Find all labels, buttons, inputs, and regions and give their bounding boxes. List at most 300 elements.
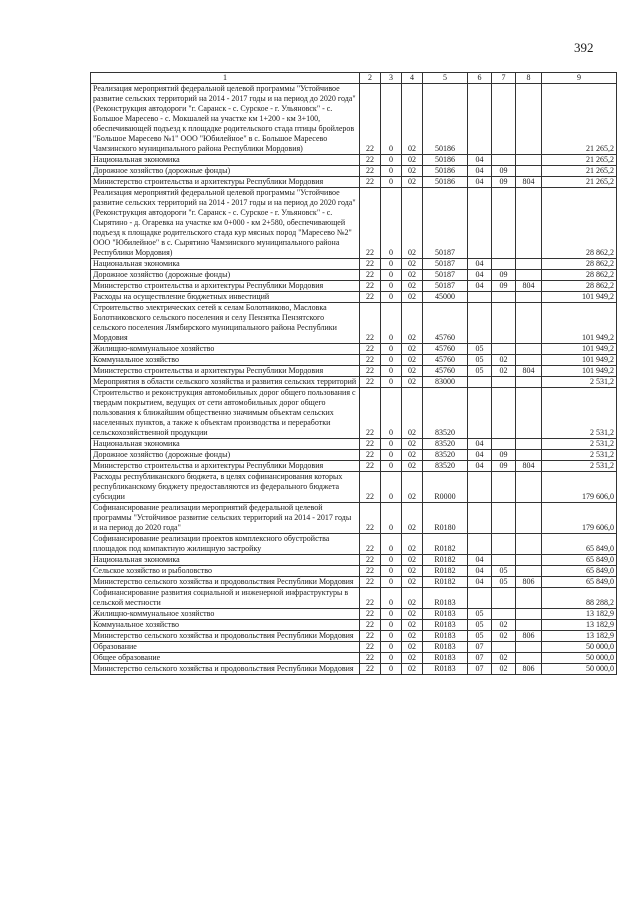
code-4-cell: 02	[402, 188, 423, 259]
row-name-cell: Коммунальное хозяйство	[91, 355, 360, 366]
section-code-cell	[468, 472, 492, 503]
department-code-cell	[516, 620, 542, 631]
code-5-cell: R0180	[423, 503, 468, 534]
code-3-cell: 0	[381, 609, 402, 620]
column-header-3: 3	[381, 73, 402, 84]
amount-cell: 179 606,0	[542, 472, 617, 503]
code-2-cell: 22	[360, 609, 381, 620]
subsection-code-cell	[492, 259, 516, 270]
section-code-cell: 04	[468, 259, 492, 270]
code-4-cell: 02	[402, 84, 423, 155]
subsection-code-cell	[492, 588, 516, 609]
subsection-code-cell	[492, 642, 516, 653]
row-name-cell: Жилищно-коммунальное хозяйство	[91, 609, 360, 620]
table-row	[91, 472, 617, 503]
code-2-cell: 22	[360, 566, 381, 577]
code-5-cell: 83520	[423, 388, 468, 439]
table-row	[91, 388, 617, 439]
code-3-cell: 0	[381, 566, 402, 577]
code-3-cell: 0	[381, 303, 402, 344]
section-code-cell	[468, 503, 492, 534]
code-5-cell: 83520	[423, 439, 468, 450]
table-row	[91, 344, 617, 355]
code-3-cell: 0	[381, 439, 402, 450]
page-number: 392	[574, 40, 594, 55]
amount-cell: 65 849,0	[542, 534, 617, 555]
table-row	[91, 84, 617, 155]
department-code-cell	[516, 472, 542, 503]
row-name-cell: Софинансирование развития социальной и инженерной инфраструктуры в сельской местности	[91, 588, 360, 609]
row-name-cell: Софинансирование реализации проектов комплексного обустройства площадок под компактную жилищную застройку	[91, 534, 360, 555]
code-4-cell: 02	[402, 472, 423, 503]
section-code-cell: 07	[468, 664, 492, 675]
code-3-cell: 0	[381, 355, 402, 366]
subsection-code-cell	[492, 555, 516, 566]
row-name-cell: Коммунальное хозяйство	[91, 620, 360, 631]
code-2-cell: 22	[360, 472, 381, 503]
table-row	[91, 188, 617, 259]
code-3-cell: 0	[381, 620, 402, 631]
department-code-cell	[516, 155, 542, 166]
row-name-cell: Сельское хозяйство и рыболовство	[91, 566, 360, 577]
code-4-cell: 02	[402, 577, 423, 588]
code-4-cell: 02	[402, 450, 423, 461]
code-2-cell: 22	[360, 259, 381, 270]
code-5-cell: R0183	[423, 620, 468, 631]
code-3-cell: 0	[381, 188, 402, 259]
code-5-cell: 45000	[423, 292, 468, 303]
code-5-cell: R0182	[423, 577, 468, 588]
row-name-cell: Министерство сельского хозяйства и продовольствия Республики Мордовия	[91, 664, 360, 675]
code-3-cell: 0	[381, 664, 402, 675]
code-3-cell: 0	[381, 555, 402, 566]
column-header-2: 2	[360, 73, 381, 84]
amount-cell: 50 000,0	[542, 653, 617, 664]
code-5-cell: R0183	[423, 631, 468, 642]
table-row	[91, 292, 617, 303]
row-name-cell: Национальная экономика	[91, 555, 360, 566]
code-5-cell: 83000	[423, 377, 468, 388]
amount-cell: 21 265,2	[542, 166, 617, 177]
section-code-cell	[468, 534, 492, 555]
code-5-cell: 50187	[423, 270, 468, 281]
table-row	[91, 653, 617, 664]
code-5-cell: R0182	[423, 534, 468, 555]
code-2-cell: 22	[360, 155, 381, 166]
code-2-cell: 22	[360, 377, 381, 388]
code-4-cell: 02	[402, 166, 423, 177]
code-2-cell: 22	[360, 439, 381, 450]
department-code-cell	[516, 555, 542, 566]
amount-cell: 65 849,0	[542, 566, 617, 577]
code-2-cell: 22	[360, 388, 381, 439]
amount-cell: 101 949,2	[542, 366, 617, 377]
code-5-cell: 50187	[423, 281, 468, 292]
section-code-cell: 07	[468, 653, 492, 664]
department-code-cell	[516, 388, 542, 439]
code-2-cell: 22	[360, 450, 381, 461]
code-3-cell: 0	[381, 344, 402, 355]
code-3-cell: 0	[381, 503, 402, 534]
subsection-code-cell: 09	[492, 270, 516, 281]
code-3-cell: 0	[381, 388, 402, 439]
subsection-code-cell	[492, 377, 516, 388]
table-row	[91, 609, 617, 620]
row-name-cell: Национальная экономика	[91, 259, 360, 270]
code-2-cell: 22	[360, 653, 381, 664]
code-4-cell: 02	[402, 366, 423, 377]
code-4-cell: 02	[402, 270, 423, 281]
code-4-cell: 02	[402, 292, 423, 303]
department-code-cell	[516, 355, 542, 366]
code-3-cell: 0	[381, 461, 402, 472]
department-code-cell	[516, 344, 542, 355]
row-name-cell: Расходы республиканского бюджета, в целях софинансирования которых республиканскому бюджету предоставляются из федерального бюджета субсидии	[91, 472, 360, 503]
code-4-cell: 02	[402, 588, 423, 609]
code-4-cell: 02	[402, 609, 423, 620]
code-4-cell: 02	[402, 155, 423, 166]
row-name-cell: Национальная экономика	[91, 439, 360, 450]
department-code-cell	[516, 303, 542, 344]
code-4-cell: 02	[402, 534, 423, 555]
subsection-code-cell: 09	[492, 461, 516, 472]
amount-cell: 101 949,2	[542, 303, 617, 344]
section-code-cell: 05	[468, 344, 492, 355]
amount-cell: 101 949,2	[542, 355, 617, 366]
department-code-cell	[516, 450, 542, 461]
row-name-cell: Министерство сельского хозяйства и продовольствия Республики Мордовия	[91, 631, 360, 642]
department-code-cell	[516, 566, 542, 577]
code-3-cell: 0	[381, 270, 402, 281]
table-row	[91, 281, 617, 292]
code-5-cell: R0182	[423, 555, 468, 566]
code-4-cell: 02	[402, 439, 423, 450]
amount-cell: 2 531,2	[542, 388, 617, 439]
budget-table	[90, 72, 617, 675]
code-4-cell: 02	[402, 555, 423, 566]
code-3-cell: 0	[381, 631, 402, 642]
code-5-cell: 50186	[423, 177, 468, 188]
subsection-code-cell	[492, 292, 516, 303]
code-2-cell: 22	[360, 177, 381, 188]
column-header-9: 9	[542, 73, 617, 84]
code-3-cell: 0	[381, 377, 402, 388]
code-2-cell: 22	[360, 188, 381, 259]
code-3-cell: 0	[381, 259, 402, 270]
code-2-cell: 22	[360, 642, 381, 653]
subsection-code-cell	[492, 439, 516, 450]
row-name-cell: Расходы на осуществление бюджетных инвестиций	[91, 292, 360, 303]
code-2-cell: 22	[360, 631, 381, 642]
code-5-cell: 50186	[423, 84, 468, 155]
code-4-cell: 02	[402, 653, 423, 664]
code-3-cell: 0	[381, 166, 402, 177]
subsection-code-cell: 02	[492, 620, 516, 631]
code-4-cell: 02	[402, 377, 423, 388]
code-3-cell: 0	[381, 588, 402, 609]
code-2-cell: 22	[360, 664, 381, 675]
amount-cell: 21 265,2	[542, 84, 617, 155]
budget-table-container	[90, 72, 616, 675]
table-row	[91, 303, 617, 344]
subsection-code-cell: 05	[492, 577, 516, 588]
code-5-cell: 45760	[423, 366, 468, 377]
subsection-code-cell	[492, 534, 516, 555]
section-code-cell	[468, 84, 492, 155]
row-name-cell: Дорожное хозяйство (дорожные фонды)	[91, 166, 360, 177]
code-2-cell: 22	[360, 344, 381, 355]
table-body	[91, 84, 617, 675]
table-row	[91, 588, 617, 609]
table-row	[91, 642, 617, 653]
table-row	[91, 620, 617, 631]
code-5-cell: R0183	[423, 642, 468, 653]
department-code-cell	[516, 503, 542, 534]
table-row	[91, 366, 617, 377]
code-4-cell: 02	[402, 631, 423, 642]
code-5-cell: R0183	[423, 588, 468, 609]
code-5-cell: 45760	[423, 303, 468, 344]
column-header-7: 7	[492, 73, 516, 84]
row-name-cell: Строительство и реконструкция автомобильных дорог общего пользования с твердым покрытием, ведущих от сети автомобильных дорог общего пользования к ближайшим общественно значимым объектам сельских населенных пунктов, а также к объектам производства и переработки сельскохозяйственной продукции	[91, 388, 360, 439]
table-row	[91, 155, 617, 166]
code-4-cell: 02	[402, 177, 423, 188]
section-code-cell: 04	[468, 577, 492, 588]
code-3-cell: 0	[381, 84, 402, 155]
section-code-cell	[468, 388, 492, 439]
department-code-cell: 804	[516, 366, 542, 377]
code-4-cell: 02	[402, 503, 423, 534]
code-4-cell: 02	[402, 642, 423, 653]
subsection-code-cell	[492, 84, 516, 155]
department-code-cell	[516, 270, 542, 281]
code-5-cell: R0183	[423, 653, 468, 664]
subsection-code-cell	[492, 609, 516, 620]
amount-cell: 65 849,0	[542, 555, 617, 566]
code-3-cell: 0	[381, 177, 402, 188]
amount-cell: 21 265,2	[542, 155, 617, 166]
row-name-cell: Министерство строительства и архитектуры Республики Мордовия	[91, 281, 360, 292]
section-code-cell: 05	[468, 355, 492, 366]
code-4-cell: 02	[402, 303, 423, 344]
code-2-cell: 22	[360, 503, 381, 534]
code-3-cell: 0	[381, 281, 402, 292]
amount-cell: 101 949,2	[542, 292, 617, 303]
code-2-cell: 22	[360, 461, 381, 472]
code-2-cell: 22	[360, 281, 381, 292]
amount-cell: 13 182,9	[542, 631, 617, 642]
row-name-cell: Министерство строительства и архитектуры Республики Мордовия	[91, 177, 360, 188]
section-code-cell: 05	[468, 609, 492, 620]
code-2-cell: 22	[360, 366, 381, 377]
code-4-cell: 02	[402, 355, 423, 366]
amount-cell: 13 182,9	[542, 609, 617, 620]
code-4-cell: 02	[402, 388, 423, 439]
section-code-cell: 05	[468, 620, 492, 631]
subsection-code-cell: 05	[492, 566, 516, 577]
code-2-cell: 22	[360, 588, 381, 609]
code-3-cell: 0	[381, 642, 402, 653]
subsection-code-cell	[492, 188, 516, 259]
section-code-cell: 07	[468, 642, 492, 653]
amount-cell: 21 265,2	[542, 177, 617, 188]
amount-cell: 101 949,2	[542, 344, 617, 355]
row-name-cell: Реализация мероприятий федеральной целевой программы "Устойчивое развитие сельских территорий на 2014 - 2017 годы и на период до 2020 года" (Реконструкция автодороги "г. Саранск - с. Сурское - г. Ульяновск" - с. Сырятино - д. Огаревка на участке км 0+000 - км 2+580, обеспечивающей подъезд к площадке родительского стада кур мясных пород "Маресево №2" ООО "Юбилейное" в с. Сырятино Чамзинского муниципального района Республики Мордовия)	[91, 188, 360, 259]
subsection-code-cell	[492, 388, 516, 439]
department-code-cell	[516, 534, 542, 555]
section-code-cell	[468, 377, 492, 388]
subsection-code-cell: 02	[492, 366, 516, 377]
department-code-cell	[516, 166, 542, 177]
row-name-cell: Министерство строительства и архитектуры Республики Мордовия	[91, 461, 360, 472]
section-code-cell	[468, 292, 492, 303]
row-name-cell: Министерство сельского хозяйства и продовольствия Республики Мордовия	[91, 577, 360, 588]
amount-cell: 2 531,2	[542, 439, 617, 450]
section-code-cell: 05	[468, 631, 492, 642]
code-5-cell: 50186	[423, 155, 468, 166]
table-row	[91, 566, 617, 577]
code-3-cell: 0	[381, 472, 402, 503]
department-code-cell: 806	[516, 664, 542, 675]
department-code-cell	[516, 642, 542, 653]
code-5-cell: R0183	[423, 664, 468, 675]
subsection-code-cell	[492, 344, 516, 355]
subsection-code-cell: 02	[492, 664, 516, 675]
table-row	[91, 664, 617, 675]
code-3-cell: 0	[381, 450, 402, 461]
table-row	[91, 503, 617, 534]
amount-cell: 2 531,2	[542, 461, 617, 472]
department-code-cell: 804	[516, 177, 542, 188]
section-code-cell	[468, 188, 492, 259]
amount-cell: 2 531,2	[542, 377, 617, 388]
department-code-cell: 806	[516, 631, 542, 642]
code-2-cell: 22	[360, 620, 381, 631]
department-code-cell	[516, 439, 542, 450]
section-code-cell	[468, 588, 492, 609]
section-code-cell: 04	[468, 166, 492, 177]
code-2-cell: 22	[360, 555, 381, 566]
section-code-cell: 04	[468, 450, 492, 461]
department-code-cell: 804	[516, 461, 542, 472]
section-code-cell: 05	[468, 366, 492, 377]
amount-cell: 28 862,2	[542, 188, 617, 259]
table-row	[91, 450, 617, 461]
amount-cell: 28 862,2	[542, 259, 617, 270]
section-code-cell: 04	[468, 155, 492, 166]
code-5-cell: 83520	[423, 450, 468, 461]
table-row	[91, 166, 617, 177]
code-4-cell: 02	[402, 566, 423, 577]
amount-cell: 28 862,2	[542, 270, 617, 281]
department-code-cell	[516, 653, 542, 664]
amount-cell: 179 606,0	[542, 503, 617, 534]
subsection-code-cell: 09	[492, 281, 516, 292]
code-2-cell: 22	[360, 303, 381, 344]
code-4-cell: 02	[402, 259, 423, 270]
amount-cell: 13 182,9	[542, 620, 617, 631]
section-code-cell: 04	[468, 555, 492, 566]
table-row	[91, 439, 617, 450]
code-3-cell: 0	[381, 534, 402, 555]
row-name-cell: Дорожное хозяйство (дорожные фонды)	[91, 270, 360, 281]
department-code-cell	[516, 84, 542, 155]
section-code-cell: 04	[468, 177, 492, 188]
subsection-code-cell: 09	[492, 177, 516, 188]
table-row	[91, 461, 617, 472]
code-2-cell: 22	[360, 355, 381, 366]
amount-cell: 2 531,2	[542, 450, 617, 461]
department-code-cell	[516, 188, 542, 259]
code-5-cell: 83520	[423, 461, 468, 472]
code-5-cell: 45760	[423, 355, 468, 366]
row-name-cell: Строительство электрических сетей к селам Болотниково, Масловка Болотниковского сельского поселения и селу Пензятка Пензятского сельского поселения Лямбирского муниципального района Республики Мордовия	[91, 303, 360, 344]
code-2-cell: 22	[360, 166, 381, 177]
code-5-cell: R0182	[423, 566, 468, 577]
column-header-8: 8	[516, 73, 542, 84]
department-code-cell	[516, 259, 542, 270]
subsection-code-cell: 02	[492, 653, 516, 664]
subsection-code-cell: 09	[492, 450, 516, 461]
code-2-cell: 22	[360, 270, 381, 281]
section-code-cell: 04	[468, 439, 492, 450]
department-code-cell: 806	[516, 577, 542, 588]
code-3-cell: 0	[381, 292, 402, 303]
department-code-cell	[516, 377, 542, 388]
subsection-code-cell	[492, 155, 516, 166]
table-row	[91, 631, 617, 642]
code-4-cell: 02	[402, 344, 423, 355]
amount-cell: 65 849,0	[542, 577, 617, 588]
amount-cell: 50 000,0	[542, 642, 617, 653]
row-name-cell: Софинансирование реализации мероприятий федеральной целевой программы "Устойчивое развитие сельских территорий на 2014 - 2017 годы и на период до 2020 года"	[91, 503, 360, 534]
subsection-code-cell: 02	[492, 631, 516, 642]
section-code-cell: 04	[468, 281, 492, 292]
section-code-cell: 04	[468, 461, 492, 472]
row-name-cell: Дорожное хозяйство (дорожные фонды)	[91, 450, 360, 461]
code-5-cell: R0000	[423, 472, 468, 503]
row-name-cell: Реализация мероприятий федеральной целевой программы "Устойчивое развитие сельских территорий на 2014 - 2017 годы и на период до 2020 года" (Реконструкция автодороги "г. Саранск - с. Сурское - г. Ульяновск" - с. Большое Маресево - с. Мокшалей на участке км 1+200 - км 3+100, обеспечивающей подъезд к площадке родительского стада птицы бройлеров "Большое Маресево №1" ООО "Юбилейное" в с. Большое Маресево Чамзинского муниципального района Республики Мордовия)	[91, 84, 360, 155]
code-3-cell: 0	[381, 577, 402, 588]
subsection-code-cell	[492, 472, 516, 503]
code-3-cell: 0	[381, 366, 402, 377]
code-5-cell: R0183	[423, 609, 468, 620]
row-name-cell: Общее образование	[91, 653, 360, 664]
table-row	[91, 355, 617, 366]
table-row	[91, 377, 617, 388]
code-2-cell: 22	[360, 292, 381, 303]
code-3-cell: 0	[381, 155, 402, 166]
section-code-cell	[468, 303, 492, 344]
code-5-cell: 50187	[423, 259, 468, 270]
amount-cell: 28 862,2	[542, 281, 617, 292]
column-header-5: 5	[423, 73, 468, 84]
table-row	[91, 555, 617, 566]
code-5-cell: 50187	[423, 188, 468, 259]
row-name-cell: Образование	[91, 642, 360, 653]
code-4-cell: 02	[402, 664, 423, 675]
table-row	[91, 270, 617, 281]
section-code-cell: 04	[468, 566, 492, 577]
table-row	[91, 577, 617, 588]
department-code-cell	[516, 292, 542, 303]
code-4-cell: 02	[402, 620, 423, 631]
row-name-cell: Мероприятия в области сельского хозяйства и развития сельских территорий	[91, 377, 360, 388]
row-name-cell: Национальная экономика	[91, 155, 360, 166]
table-row	[91, 259, 617, 270]
code-4-cell: 02	[402, 461, 423, 472]
header-row	[91, 73, 617, 84]
